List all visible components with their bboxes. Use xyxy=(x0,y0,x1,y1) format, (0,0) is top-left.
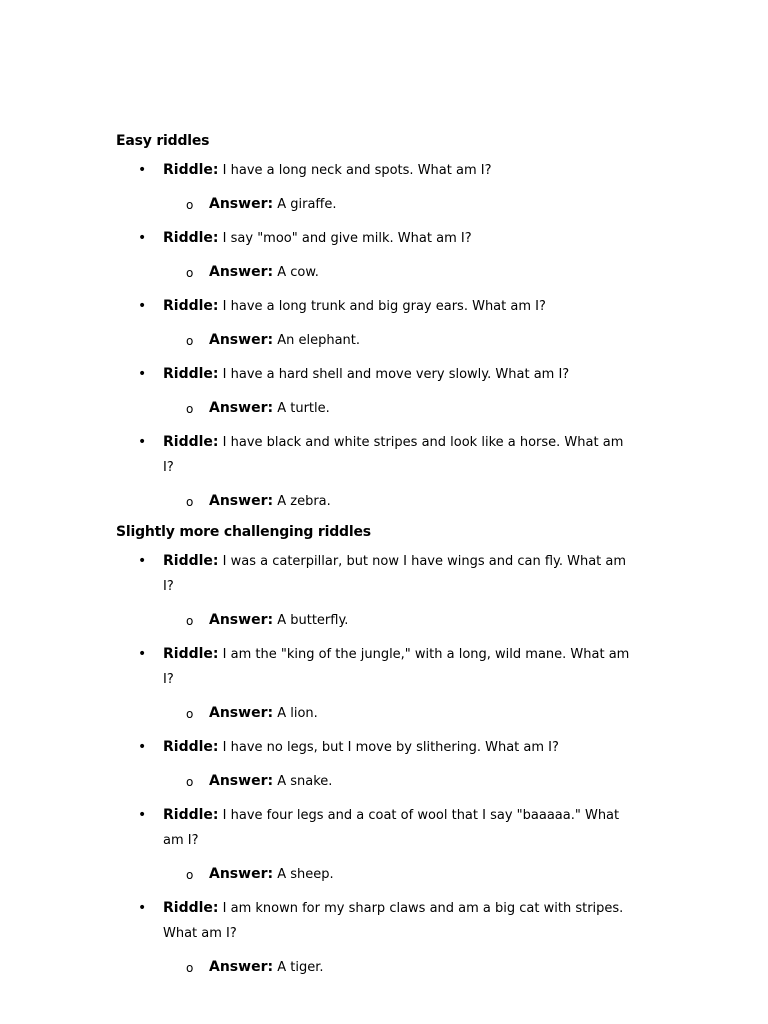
circle-bullet-icon: o xyxy=(186,266,194,280)
riddle-item xyxy=(116,642,636,692)
circle-bullet-icon: o xyxy=(186,868,194,882)
riddle-text: I have a long trunk and big gray ears. What am I? xyxy=(222,299,546,314)
answer-item xyxy=(116,701,636,726)
circle-bullet-icon: o xyxy=(186,961,194,975)
answer-label: Answer: xyxy=(209,612,274,628)
riddle-label: Riddle: xyxy=(163,900,219,916)
riddle-item xyxy=(116,158,636,183)
answer-item xyxy=(116,260,636,285)
answer-item xyxy=(116,396,636,421)
bullet-icon: • xyxy=(138,900,147,916)
circle-bullet-icon: o xyxy=(186,334,194,348)
riddle-item xyxy=(116,362,636,387)
answer-text: A cow. xyxy=(277,265,319,280)
riddle-label: Riddle: xyxy=(163,366,219,382)
answer-text: An elephant. xyxy=(277,333,361,348)
answer-label: Answer: xyxy=(209,773,274,789)
riddle-item xyxy=(116,549,636,599)
bullet-icon: • xyxy=(138,298,147,314)
answer-item xyxy=(116,489,636,514)
answer-text: A snake. xyxy=(277,774,333,789)
riddle-label: Riddle: xyxy=(163,553,219,569)
answer-item xyxy=(116,862,636,887)
answer-label: Answer: xyxy=(209,705,274,721)
riddle-text: I am the "king of the jungle," with a long, wild mane. What am I? xyxy=(163,647,630,687)
riddle-label: Riddle: xyxy=(163,739,219,755)
circle-bullet-icon: o xyxy=(186,775,194,789)
answer-item xyxy=(116,955,636,980)
riddle-item xyxy=(116,226,636,251)
riddle-text: I was a caterpillar, but now I have wings and can fly. What am I? xyxy=(163,554,627,594)
riddle-item xyxy=(116,896,636,946)
bullet-icon: • xyxy=(138,739,147,755)
answer-label: Answer: xyxy=(209,866,274,882)
riddle-label: Riddle: xyxy=(163,807,219,823)
answer-text: A lion. xyxy=(277,706,318,721)
bullet-icon: • xyxy=(138,807,147,823)
circle-bullet-icon: o xyxy=(186,495,194,509)
bullet-icon: • xyxy=(138,366,147,382)
answer-label: Answer: xyxy=(209,959,274,975)
answer-item xyxy=(116,328,636,353)
riddle-label: Riddle: xyxy=(163,646,219,662)
riddle-text: I have four legs and a coat of wool that I say "baaaaa." What am I? xyxy=(163,808,620,848)
answer-text: A giraffe. xyxy=(277,197,337,212)
answer-item xyxy=(116,769,636,794)
answer-item xyxy=(116,608,636,633)
answer-label: Answer: xyxy=(209,264,274,280)
riddle-text: I have no legs, but I move by slithering. What am I? xyxy=(222,740,559,755)
circle-bullet-icon: o xyxy=(186,198,194,212)
answer-text: A sheep. xyxy=(277,867,334,882)
answer-item xyxy=(116,192,636,217)
riddle-label: Riddle: xyxy=(163,162,219,178)
riddle-text: I say "moo" and give milk. What am I? xyxy=(222,231,472,246)
riddle-label: Riddle: xyxy=(163,434,219,450)
circle-bullet-icon: o xyxy=(186,402,194,416)
riddle-item xyxy=(116,803,636,853)
bullet-icon: • xyxy=(138,553,147,569)
bullet-icon: • xyxy=(138,646,147,662)
riddle-item xyxy=(116,294,636,319)
answer-text: A zebra. xyxy=(277,494,331,509)
answer-label: Answer: xyxy=(209,400,274,416)
riddle-text: I am known for my sharp claws and am a big cat with stripes. What am I? xyxy=(163,901,624,941)
bullet-icon: • xyxy=(138,162,147,178)
riddle-text: I have a hard shell and move very slowly. What am I? xyxy=(222,367,570,382)
section-heading: Easy riddles xyxy=(116,133,210,149)
riddle-text: I have a long neck and spots. What am I? xyxy=(222,163,492,178)
answer-text: A turtle. xyxy=(277,401,330,416)
riddle-item xyxy=(116,735,636,760)
circle-bullet-icon: o xyxy=(186,707,194,721)
riddle-label: Riddle: xyxy=(163,230,219,246)
answer-text: A tiger. xyxy=(277,960,324,975)
answer-label: Answer: xyxy=(209,493,274,509)
answer-label: Answer: xyxy=(209,332,274,348)
riddle-item xyxy=(116,430,636,480)
circle-bullet-icon: o xyxy=(186,614,194,628)
answer-label: Answer: xyxy=(209,196,274,212)
document-page xyxy=(116,126,636,989)
bullet-icon: • xyxy=(138,230,147,246)
bullet-icon: • xyxy=(138,434,147,450)
riddle-label: Riddle: xyxy=(163,298,219,314)
section-heading: Slightly more challenging riddles xyxy=(116,524,371,540)
riddle-text: I have black and white stripes and look like a horse. What am I? xyxy=(163,435,624,475)
answer-text: A butterfly. xyxy=(277,613,349,628)
